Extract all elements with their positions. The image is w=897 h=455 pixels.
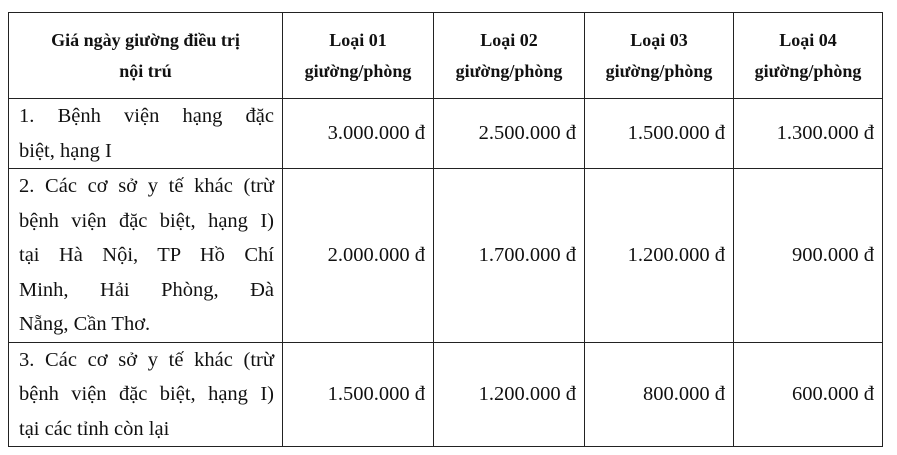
header-cell-type-02 [434,13,585,99]
price-cell: 900.000 đ [734,169,883,343]
header-text: giường/phòng [754,60,862,81]
header-text: giường/phòng [605,60,713,81]
price-cell: 1.500.000 đ [283,342,434,447]
row-label-line: Nẵng, Cần Thơ. [19,313,151,335]
row-label-line: tại các tỉnh còn lại [19,417,170,440]
row-label-line: tại Hà Nội, TP Hồ Chí [19,244,274,266]
row-label-line: 3. Các cơ sở y tế khác (trừ [19,348,274,371]
header-text: giường/phòng [455,60,563,81]
row-label [9,342,283,447]
table-row [9,169,883,343]
price-cell: 1.700.000 đ [434,169,585,343]
price-cell: 1.200.000 đ [585,169,734,343]
row-label-line: Minh, Hải Phòng, Đà [19,278,274,301]
header-text: Loại 03 [630,29,688,50]
row-label-line: biệt, hạng I [19,139,112,162]
price-cell: 1.300.000 đ [734,99,883,169]
table-row [9,342,883,447]
header-cell-type-01 [283,13,434,99]
row-label-line: 2. Các cơ sở y tế khác (trừ [19,175,274,197]
price-cell: 2.500.000 đ [434,99,585,169]
header-cell-type-03 [585,13,734,99]
header-cell-category [9,13,283,99]
price-cell: 1.200.000 đ [434,342,585,447]
price-cell: 3.000.000 đ [283,99,434,169]
row-label [9,99,283,169]
header-text: Loại 02 [480,29,538,50]
price-cell: 1.500.000 đ [585,99,734,169]
row-label-line: bệnh viện đặc biệt, hạng I) [19,209,274,232]
price-cell: 800.000 đ [585,342,734,447]
header-cell-type-04 [734,13,883,99]
row-label [9,169,283,343]
row-label-line: bệnh viện đặc biệt, hạng I) [19,383,274,405]
price-cell: 2.000.000 đ [283,169,434,343]
row-label-line: 1. Bệnh viện hạng đặc [19,105,274,127]
header-text: giường/phòng [304,60,412,81]
header-text: Giá ngày giường điều trị [51,29,240,50]
header-text: nội trú [119,60,172,81]
price-cell: 600.000 đ [734,342,883,447]
header-row [9,13,883,99]
table-row [9,99,883,169]
bed-price-table [8,12,883,447]
header-text: Loại 04 [779,29,837,50]
header-text: Loại 01 [329,29,387,50]
